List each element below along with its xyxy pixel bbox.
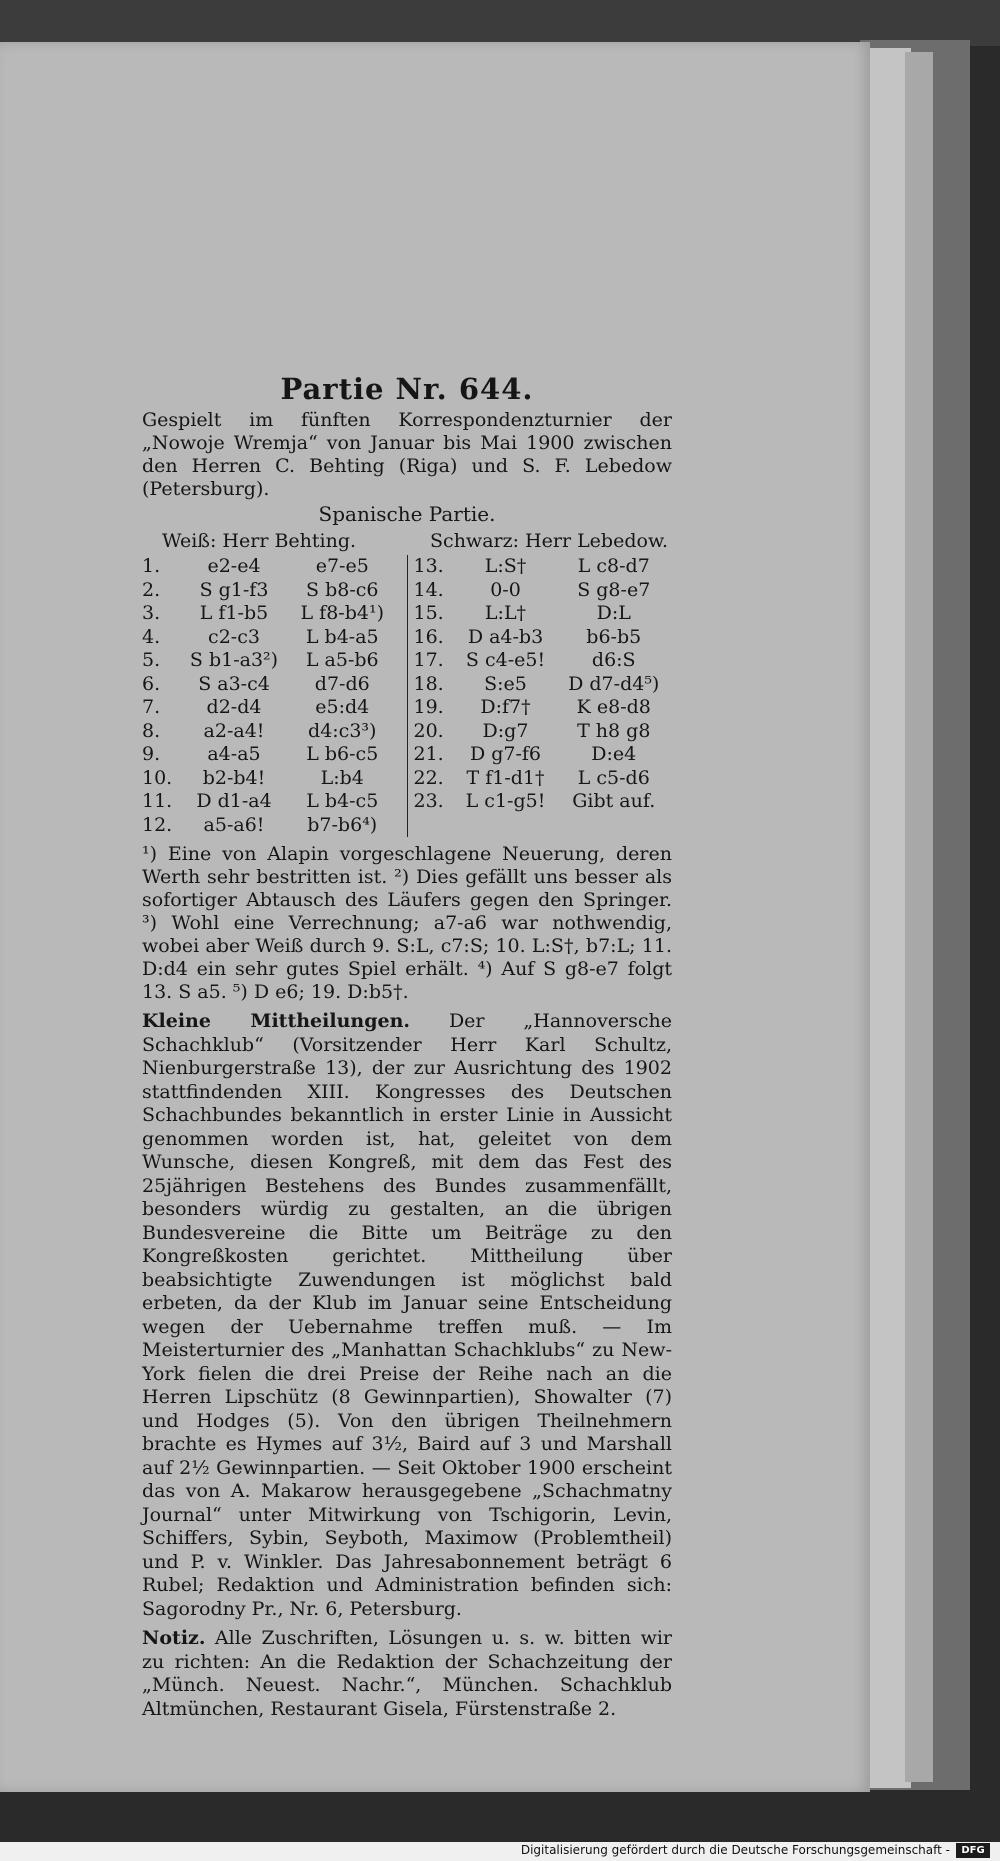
move-row: 5. S b1-a3²) L a5-b6 xyxy=(142,649,379,671)
footer-credit: Digitalisierung gefördert durch die Deutsche Forschungsgemeinschaft - xyxy=(520,1843,950,1857)
move-row: 7. d2-d4 e5:d4 xyxy=(142,696,370,718)
move-row: 21. D g7-f6 D:e4 xyxy=(413,743,637,765)
moves-column-right xyxy=(408,555,673,837)
move-row: 10. b2-b4! L:b4 xyxy=(142,766,364,789)
notice-section xyxy=(142,1627,672,1721)
game-notes: ¹) Eine von Alapin vorgeschlagene Neuerung, deren Werth sehr bestritten ist. ²) Dies gefällt uns besser als sofortiger Abtausch des Läufers gegen den Springer. ³) Wohl eine Verrechnung; a7-a6 war nothwendig, wobei aber Weiß durch 9. S:L, c7:S; 10. L:S†, b7:L; 11. D:d4 ein sehr gutes Spiel erhält. ⁴) Auf S g8-e7 folgt 13. S a5. ⁵) D e6; 19. D:b5†. xyxy=(142,843,672,1003)
news-text: Der „Hannoversche Schachklub“ (Vorsitzender Herr Karl Schultz, Nienburgerstraße 13), der zur Ausrichtung des 1902 stattfindenden XIII. Kongresses des Deutschen Schachbundes bekanntlich in erster Linie in Aussicht genommen worden ist, hat, geleitet von dem Wunsche, diesen Kongreß, mit dem das Fest des 25jährigen Bestehens des Bundes zusammenfällt, besonders würdig zu gestalten, an die übrigen Bundesvereine die Bitte um Beiträge zu den Kongreßkosten gerichtet. Mittheilung über beabsichtigte Zuwendungen ist möglichst bald erbeten, da der Klub im Januar seine Entscheidung wegen der Uebernahme treffen muß. — Im Meisterturnier des „Manhattan Schachklubs“ zu New-York fielen die drei Preise der Reihe nach an die Herren Lipschütz (8 Gewinnpartien), Showalter (7) und Hodges (5). Von den übrigen Theilnehmern brachte es Hymes auf 3½, Baird auf 3 und Marshall auf 2½ Gewinnpartien. — Seit Oktober 1900 erscheint das von A. Makarow herausgegebene „Schachmatny Journal“ unter Mitwirkung von Tschigorin, Levin, Schiffers, Sybin, Seyboth, Maximow (Problemtheil) und P. v. Winkler. Das Jahresabonnement beträgt 6 Rubel; Redaktion und Administration befinden sich: Sagorodny Pr., Nr. 6, Petersburg. xyxy=(142,1010,673,1620)
move-row: 14. 0-0 S g8-e7 xyxy=(413,578,651,601)
move-row: 2. S g1-f3 S b8-c6 xyxy=(142,578,379,601)
move-row: 6. S a3-c4 d7-d6 xyxy=(142,672,370,695)
moves-column-left xyxy=(142,555,408,837)
move-row: 3. L f1-b5 L f8-b4¹) xyxy=(142,602,384,624)
move-row: 8. a2-a4! d4:c3³) xyxy=(142,719,377,742)
move-row: 13. L:S† L c8-d7 xyxy=(413,555,650,577)
move-row: 11. D d1-a4 L b4-c5 xyxy=(142,790,379,812)
game-title: Partie Nr. 644. xyxy=(280,372,534,406)
move-row: 19. D:f7† K e8-d8 xyxy=(413,696,651,718)
page-content xyxy=(142,372,673,1721)
moves-table xyxy=(142,555,672,837)
move-row: 4. c2-c3 L b4-a5 xyxy=(142,625,379,648)
news-section xyxy=(142,1010,672,1621)
black-player: Schwarz: Herr Lebedow. xyxy=(430,530,668,552)
move-row: 20. D:g7 T h8 g8 xyxy=(413,719,651,742)
move-row: 22. T f1-d1† L c5-d6 xyxy=(413,766,650,789)
opening-name: Spanische Partie. xyxy=(318,502,496,526)
move-row: 1. e2-e4 e7-e5 xyxy=(142,555,369,577)
white-player: Weiß: Herr Behting. xyxy=(162,530,357,552)
move-row: 23. L c1-g5! Gibt auf. xyxy=(413,790,656,812)
scan-background-top xyxy=(0,0,1000,46)
move-row: 16. D a4-b3 b6-b5 xyxy=(413,625,642,648)
move-row: 12. a5-a6! b7-b6⁴) xyxy=(142,813,378,836)
page-stack-edge-inner xyxy=(905,52,933,1782)
move-row: 17. S c4-e5! d6:S xyxy=(413,649,636,671)
game-intro: Gespielt im fünften Korrespondenzturnier der „Nowoje Wremja“ von Januar bis Mai 1900 zwischen den Herren C. Behting (Riga) und S. F. Lebedow (Petersburg). xyxy=(142,409,672,500)
notice-heading: Notiz. xyxy=(142,1627,206,1649)
move-row: 15. L:L† D:L xyxy=(413,602,631,624)
move-row: 18. S:e5 D d7-d4⁵) xyxy=(413,672,660,695)
notice-text: Alle Zuschriften, Lösungen u. s. w. bitten wir zu richten: An die Redaktion der Schachzeitung der „Münch. Neuest. Nachr.“, München. Schachklub Altmünchen, Restaurant Gisela, Fürstenstraße 2. xyxy=(142,1627,672,1720)
dfg-logo: DFG xyxy=(956,1843,990,1858)
players-header xyxy=(142,530,672,553)
news-heading: Kleine Mittheilungen. xyxy=(142,1010,411,1032)
move-row: 9. a4-a5 L b6-c5 xyxy=(142,743,379,765)
